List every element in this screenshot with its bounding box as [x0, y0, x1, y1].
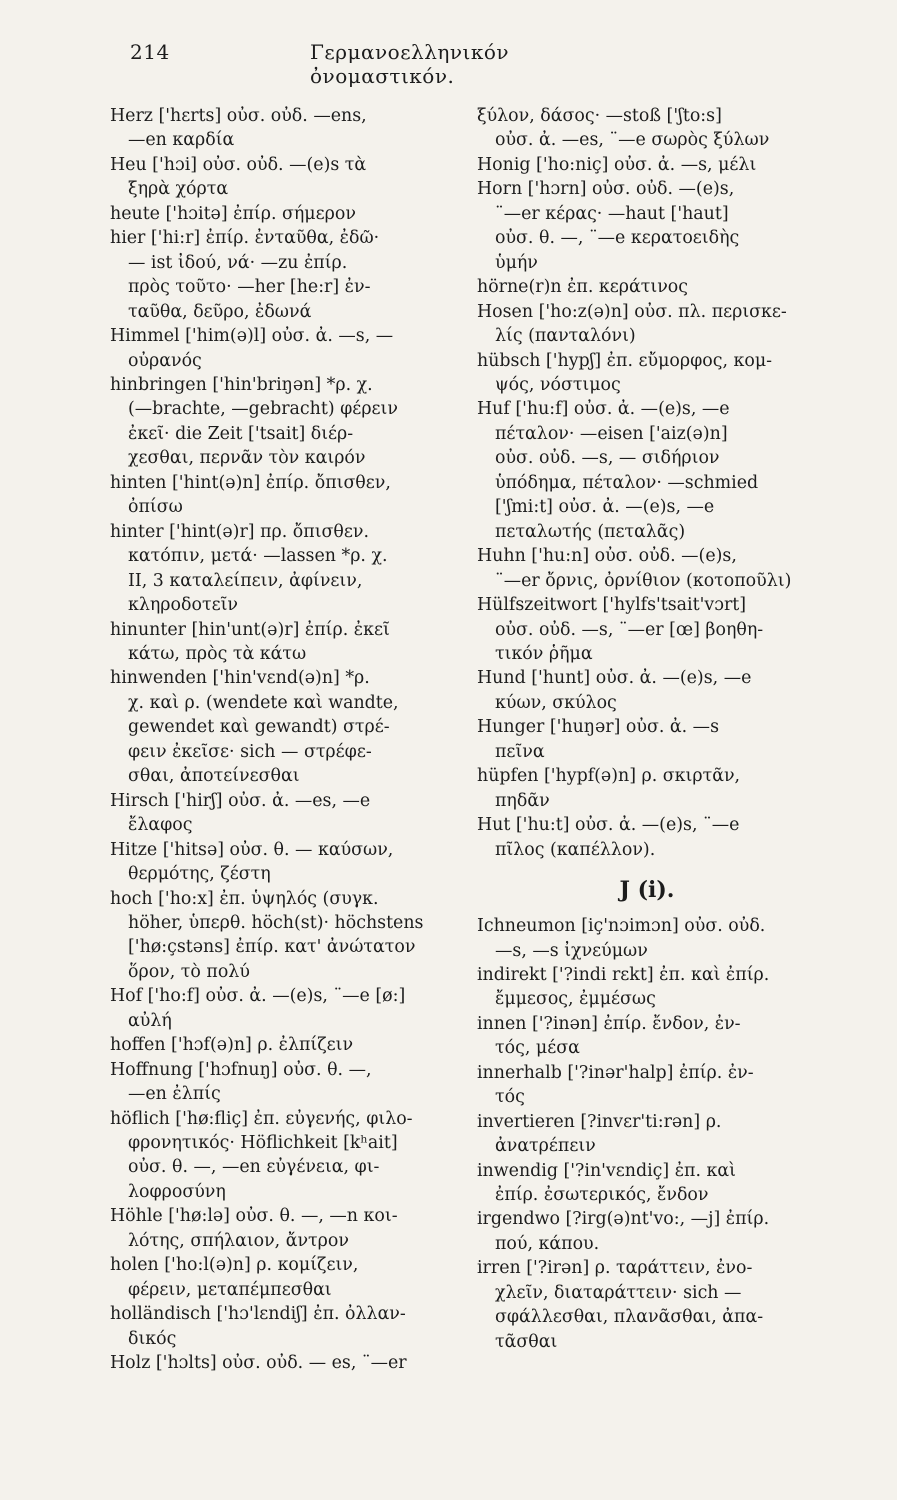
- page-number: 214: [130, 40, 170, 64]
- entry-continuation: φειν ἐκεῖσε· sich — στρέφε-: [128, 741, 372, 762]
- dictionary-entry: [110, 373, 445, 471]
- dictionary-entry: [477, 1110, 817, 1159]
- entry-continuation: οὐσ. θ. —, ¨—e κερατοειδὴς: [495, 228, 740, 249]
- dictionary-entry: [477, 397, 817, 544]
- entry-headline: Hut ['hu:t] οὐσ. ἀ. —(e)s, ¨—e: [477, 815, 740, 836]
- dictionary-entry: [110, 838, 445, 887]
- entry-headline: hinwenden ['hin'vɛnd(ə)n] *ρ.: [110, 668, 370, 689]
- dictionary-entry: [477, 666, 817, 715]
- entry-headline: hübsch ['hypʃ] ἐπ. εὔμορφος, κομ-: [477, 350, 773, 371]
- dictionary-entry: [110, 471, 445, 520]
- dictionary-entry: [477, 153, 817, 177]
- entry-continuation: ὑμήν: [495, 252, 538, 273]
- entry-continuation: οὐσ. οὐδ. —s, — σιδήριον: [495, 448, 720, 469]
- entry-continuation: πηδᾶν: [495, 790, 550, 811]
- entry-headline: Holz ['hɔlts] οὐσ. οὐδ. — es, ¨—er: [110, 1353, 407, 1374]
- dictionary-entry: [110, 984, 445, 1033]
- entry-continuation: τός: [495, 1087, 525, 1108]
- dictionary-entry: [477, 593, 817, 666]
- entry-continuation: ξηρὰ χόρτα: [128, 179, 229, 200]
- entry-continuation: χλεῖν, διαταράττειν· sich —: [495, 1282, 742, 1303]
- entry-continuation: πεῖνα: [495, 741, 545, 762]
- dictionary-entry: [110, 1204, 445, 1253]
- entry-continuation: —en καρδία: [128, 130, 235, 151]
- entry-continuation: (—brachte, —gebracht) φέρειν: [128, 399, 398, 420]
- entry-continuation: höher, ὑπερθ. höch(st)· höchstens: [128, 912, 424, 933]
- dictionary-entry: [477, 1207, 817, 1256]
- entry-continuation: κάτω, πρὸς τὰ κάτω: [128, 643, 307, 664]
- dictionary-entry: [110, 104, 445, 153]
- entry-continuation: πού, κάπου.: [495, 1233, 600, 1254]
- entry-headline: holländisch ['hɔ'lɛndiʃ] ἐπ. ὀλλαν-: [110, 1304, 406, 1325]
- entry-headline: hörne(r)n ἐπ. κεράτινος: [477, 277, 688, 298]
- dictionary-entry: [110, 1302, 445, 1351]
- dictionary-entry: [110, 1253, 445, 1302]
- entry-headline: Huhn ['hu:n] οὐσ. οὐδ. —(e)s,: [477, 546, 737, 567]
- entry-continuation: ὀπίσω: [128, 497, 183, 518]
- entry-continuation: δικός: [128, 1328, 177, 1349]
- dictionary-entry: [110, 1058, 445, 1107]
- dictionary-entry: [477, 104, 817, 153]
- entry-continuation: οὐρανός: [128, 350, 202, 371]
- entry-headline: innerhalb ['?inər'halp] ἐπίρ. ἐν-: [477, 1062, 754, 1083]
- entry-continuation: ['hø:çstəns] ἐπίρ. κατ' ἀνώτατον: [128, 937, 416, 958]
- entry-continuation: — ist ἰδού, νά· —zu ἐπίρ.: [128, 252, 348, 273]
- dictionary-entry: [477, 764, 817, 813]
- dictionary-entry: [477, 300, 817, 349]
- entry-continuation: ἀνατρέπειν: [495, 1136, 596, 1157]
- dictionary-entry: [477, 813, 817, 862]
- entry-headline: Hirsch ['hirʃ] οὐσ. ἀ. —es, —e: [110, 790, 371, 811]
- entry-headline: Ichneumon [iç'nɔimɔn] οὐσ. οὐδ.: [477, 916, 766, 937]
- dictionary-entry: [477, 1012, 817, 1061]
- dictionary-entry: [110, 1033, 445, 1057]
- entry-headline: Heu ['hɔi] οὐσ. οὐδ. —(e)s τὰ: [110, 154, 367, 175]
- entry-headline: Hosen ['ho:z(ə)n] οὐσ. πλ. περισκε-: [477, 301, 787, 322]
- entry-headline: hoch ['ho:x] ἐπ. ὑψηλός (συγκ.: [110, 888, 379, 909]
- entry-continuation: φέρειν, μεταπέμπεσθαι: [128, 1279, 332, 1300]
- entry-headline: inwendig ['?in'vɛndiç] ἐπ. καὶ: [477, 1160, 736, 1181]
- entry-continuation: II, 3 καταλείπειν, ἀφίνειν,: [128, 570, 363, 591]
- entry-headline: hoffen ['hɔf(ə)n] ρ. ἐλπίζειν: [110, 1035, 354, 1056]
- entry-continuation: κύων, σκύλος: [495, 692, 617, 713]
- left-column: [110, 104, 445, 1376]
- entry-continuation: ὅρον, τὸ πολύ: [128, 961, 250, 982]
- dictionary-entry: [477, 1256, 817, 1354]
- entry-continuation: ψός, νόστιμος: [495, 374, 621, 395]
- entry-headline: heute ['hɔitə] ἐπίρ. σήμερον: [110, 203, 356, 224]
- entry-headline: ξύλον, δάσος· —stoß ['ʃto:s]: [477, 106, 722, 126]
- entry-continuation: κληροδοτεῖν: [128, 595, 238, 616]
- dictionary-entry: [110, 789, 445, 838]
- entry-continuation: θερμότης, ζέστη: [128, 864, 271, 885]
- dictionary-entry: [477, 177, 817, 275]
- section-heading: J (i).: [619, 877, 675, 904]
- entry-continuation: λίς (πανταλόνι): [495, 326, 636, 347]
- entry-headline: Hoffnung ['hɔfnuŋ] οὐσ. θ. —,: [110, 1059, 372, 1080]
- entry-headline: hinbringen ['hin'briŋən] *ρ. χ.: [110, 374, 373, 395]
- dictionary-entry: [477, 914, 817, 963]
- entry-continuation: λότης, σπήλαιον, ἄντρον: [128, 1230, 349, 1251]
- entry-continuation: —s, —s ἰχνεύμων: [495, 940, 648, 961]
- dictionary-entry: [110, 666, 445, 788]
- entry-continuation: ἐκεῖ· die Zeit ['tsait] διέρ-: [128, 423, 354, 444]
- entry-headline: indirekt ['?indi rɛkt] ἐπ. καὶ ἐπίρ.: [477, 964, 770, 985]
- dictionary-entry: [110, 1351, 445, 1375]
- entry-continuation: πῖλος (καπέλλον).: [495, 839, 656, 860]
- entry-continuation: —en ἐλπίς: [128, 1084, 221, 1105]
- entry-continuation: οὐσ. θ. —, —en εὐγένεια, φι-: [128, 1157, 380, 1178]
- entry-headline: Honig ['ho:niç] οὐσ. ἀ. —s, μέλι: [477, 154, 757, 175]
- entry-headline: irgendwo [?irg(ə)nt'vo:, —j] ἐπίρ.: [477, 1209, 770, 1230]
- entry-continuation: πέταλον· —eisen ['aiz(ə)n]: [495, 423, 728, 444]
- dictionary-entry: [110, 153, 445, 202]
- dictionary-entry: [110, 202, 445, 226]
- dictionary-entry: [477, 1159, 817, 1208]
- entry-headline: Huf ['hu:f] οὐσ. ἀ. —(e)s, —e: [477, 399, 730, 420]
- entry-headline: Hülfszeitwort ['hylfs'tsait'vɔrt]: [477, 595, 747, 616]
- entry-headline: hinter ['hint(ə)r] πρ. ὄπισθεν.: [110, 521, 369, 542]
- entry-headline: irren ['?irən] ρ. ταράττειν, ἐνο-: [477, 1258, 753, 1279]
- entry-continuation: ἐπίρ. ἐσωτερικός, ἔνδον: [495, 1185, 709, 1206]
- entry-headline: Hunger ['huŋər] οὐσ. ἀ. —s: [477, 717, 719, 738]
- entry-continuation: οὐσ. οὐδ. —s, ¨—er [œ] βοηθη-: [495, 619, 764, 640]
- entry-continuation: gewendet καὶ gewandt) στρέ-: [128, 717, 390, 738]
- entry-continuation: αὐλή: [128, 1010, 172, 1031]
- entry-headline: innen ['?inən] ἐπίρ. ἔνδον, ἐν-: [477, 1013, 741, 1034]
- entry-continuation: φρονητικός· Höflichkeit [kʰait]: [128, 1133, 398, 1154]
- entry-headline: hinunter [hin'unt(ə)r] ἐπίρ. ἐκεῖ: [110, 619, 390, 640]
- entry-headline: hüpfen ['hypf(ə)n] ρ. σκιρτᾶν,: [477, 766, 741, 787]
- entry-continuation: λοφροσύνη: [128, 1181, 226, 1202]
- dictionary-entry: [110, 324, 445, 373]
- dictionary-entry: [110, 1107, 445, 1205]
- entry-headline: Herz ['hɛrts] οὐσ. οὐδ. —ens,: [110, 106, 367, 126]
- entry-continuation: τικόν ῥῆμα: [495, 643, 593, 664]
- running-title: Γερμανοελληνικόν ὀνομαστικόν.: [310, 40, 510, 88]
- entry-headline: Horn ['hɔrn] οὐσ. οὐδ. —(e)s,: [477, 179, 735, 200]
- entry-continuation: ἔλαφος: [128, 815, 193, 836]
- entry-headline: Himmel ['him(ə)l] οὐσ. ἀ. —s, —: [110, 326, 394, 347]
- dictionary-entry: [110, 618, 445, 667]
- entry-continuation: χεσθαι, περνᾶν τὸν καιρόν: [128, 448, 366, 469]
- dictionary-entry: [110, 520, 445, 618]
- entry-continuation: σφάλλεσθαι, πλανᾶσθαι, ἀπα-: [495, 1307, 764, 1328]
- entry-headline: Hund ['hunt] οὐσ. ἀ. —(e)s, —e: [477, 668, 752, 689]
- right-column: [477, 104, 817, 1354]
- entry-continuation: οὐσ. ἀ. —es, ¨—e σωρὸς ξύλων: [495, 130, 770, 151]
- right-column-j-entries: [477, 914, 817, 1354]
- entry-headline: höflich ['hø:fliç] ἐπ. εὐγενής, φιλο-: [110, 1108, 413, 1129]
- entry-continuation: ¨—er κέρας· —haut ['haut]: [495, 203, 729, 224]
- right-column-h-entries: [477, 104, 817, 862]
- entry-headline: Hof ['ho:f] οὐσ. ἀ. —(e)s, ¨—e [ø:]: [110, 986, 406, 1007]
- entry-continuation: ὑπόδημα, πέταλον· —schmied: [495, 472, 759, 493]
- entry-continuation: πρὸς τοῦτο· —her [he:r] ἐν-: [128, 277, 371, 298]
- dictionary-entry: [110, 887, 445, 985]
- entry-headline: holen ['ho:l(ə)n] ρ. κομίζειν,: [110, 1255, 359, 1276]
- entry-continuation: σθαι, ἀποτείνεσθαι: [128, 766, 300, 787]
- entry-continuation: ἔμμεσος, ἐμμέσως: [495, 989, 656, 1010]
- entry-headline: invertieren [?invɛr'ti:rən] ρ.: [477, 1111, 722, 1132]
- entry-continuation: ¨—er ὄρνις, ὀρνίθιον (κοτοποῦλι): [495, 570, 792, 591]
- dictionary-entry: [477, 963, 817, 1012]
- entry-continuation: ['ʃmi:t] οὐσ. ἀ. —(e)s, —e: [495, 497, 715, 518]
- entry-headline: hier ['hi:r] ἐπίρ. ἐνταῦθα, ἐδῶ·: [110, 228, 380, 249]
- dictionary-entry: [477, 275, 817, 299]
- entry-headline: Höhle ['hø:lə] οὐσ. θ. —, —n κοι-: [110, 1206, 398, 1227]
- dictionary-entry: [110, 226, 445, 324]
- dictionary-entry: [477, 715, 817, 764]
- entry-continuation: ταῦθα, δεῦρο, ἐδωνά: [128, 301, 312, 322]
- entry-continuation: χ. καὶ ρ. (wendete καὶ wandte,: [128, 692, 399, 713]
- entry-continuation: κατόπιν, μετά· —lassen *ρ. χ.: [128, 546, 388, 567]
- dictionary-entry: [477, 349, 817, 398]
- entry-headline: Hitze ['hitsə] οὐσ. θ. — καύσων,: [110, 839, 394, 860]
- entry-headline: hinten ['hint(ə)n] ἐπίρ. ὄπισθεν,: [110, 472, 391, 493]
- entry-continuation: πεταλωτής (πεταλᾶς): [495, 521, 686, 542]
- entry-continuation: τᾶσθαι: [495, 1331, 558, 1352]
- dictionary-entry: [477, 1061, 817, 1110]
- entry-continuation: τός, μέσα: [495, 1038, 580, 1059]
- dictionary-entry: [477, 544, 817, 593]
